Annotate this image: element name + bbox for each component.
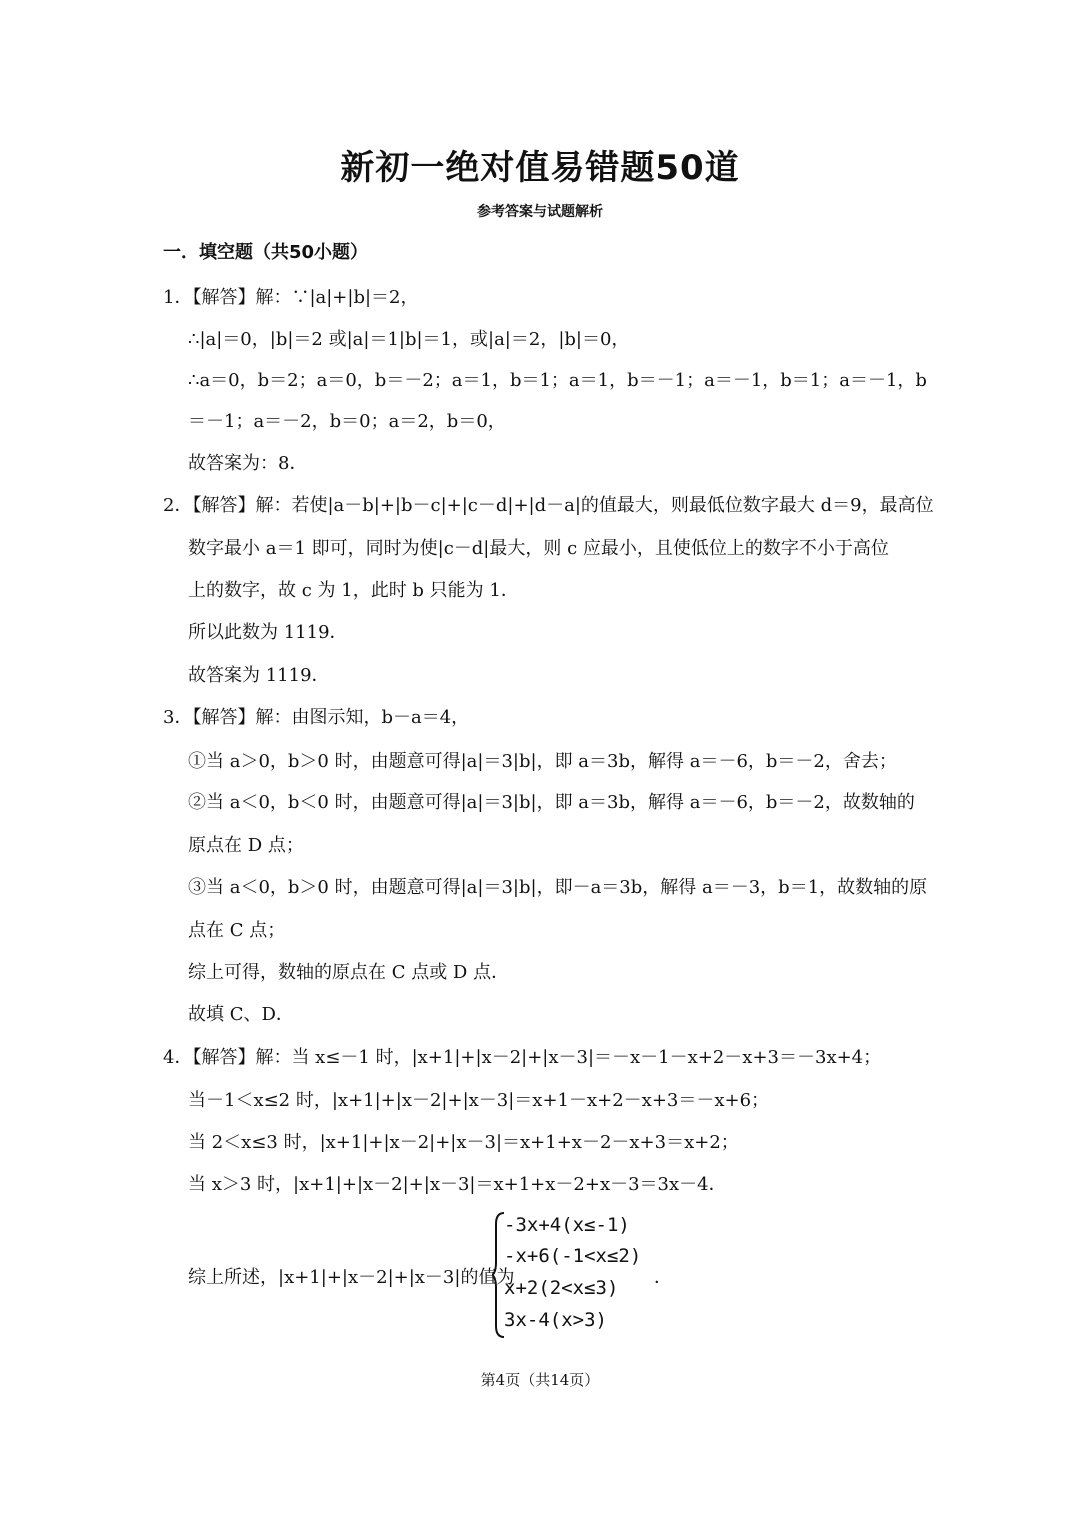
piecewise-function <box>492 1210 662 1340</box>
document-subtitle: 参考答案与试题解析 <box>477 204 603 220</box>
piecewise-case: -x+6(-1<x≤2) <box>504 1245 642 1267</box>
document-title: 新初一绝对值易错题50道 <box>340 148 740 188</box>
solution-3-line: ②当 a＜0，b＜0 时，由题意可得|a|＝3|b|，即 a＝3b，解得 a＝－6，b＝－2，故数轴的 <box>188 792 915 813</box>
solution-3-line: ①当 a＞0，b＞0 时，由题意可得|a|＝3|b|，即 a＝3b，解得 a＝－6，b＝－2，舍去； <box>188 751 897 772</box>
page-footer: 第4页（共14页） <box>480 1371 600 1389</box>
solution-1-line: ＝－1；a＝－2，b＝0；a＝2，b＝0， <box>188 411 506 432</box>
solution-4-line: 当－1＜x≤2 时，|x+1|+|x－2|+|x－3|＝x+1－x+2－x+3＝－x+6； <box>188 1090 770 1111</box>
piecewise-case: -3x+4(x≤-1) <box>504 1214 630 1236</box>
solution-3-line: 故填 C、D． <box>188 1004 294 1025</box>
solution-2-line: 2．【解答】解：若使|a－b|+|b－c|+|c－d|+|d－a|的值最大，则最低位数字最大 d＝9，最高位 <box>163 495 934 516</box>
solution-4-line: 4．【解答】解：当 x≤－1 时，|x+1|+|x－2|+|x－3|＝－x－1－x+2－x+3＝－3x+4； <box>163 1047 882 1068</box>
piecewise-case: 3x-4(x>3) <box>504 1309 607 1331</box>
solution-2-line: 数字最小 a＝1 即可，同时为使|c－d|最大，则 c 应最小，且使低位上的数字不小于高位 <box>188 538 889 559</box>
solution-2-line: 所以此数为 1119． <box>188 622 348 643</box>
solution-1-line: ∴|a|＝0，|b|＝2 或|a|＝1|b|＝1，或|a|＝2，|b|＝0， <box>188 329 630 350</box>
solution-3-line: ③当 a＜0，b＞0 时，由题意可得|a|＝3|b|，即－a＝3b，解得 a＝－3，b＝1，故数轴的原 <box>188 877 928 898</box>
summary-period: ． <box>654 1267 672 1288</box>
solution-1-line: 1．【解答】解：∵|a|+|b|＝2， <box>163 287 419 308</box>
solution-1-line: 故答案为：8． <box>188 453 308 474</box>
solution-2-line: 上的数字，故 c 为 1，此时 b 只能为 1． <box>188 580 519 601</box>
solution-1-line: ∴a＝0，b＝2；a＝0，b＝－2；a＝1，b＝1；a＝1，b＝－1；a＝－1，b＝1；a＝－1，b <box>188 370 927 391</box>
solution-4-line: 当 x＞3 时，|x+1|+|x－2|+|x－3|＝x+1+x－2+x－3＝3x－4． <box>188 1174 727 1195</box>
solution-3-line: 综上可得，数轴的原点在 C 点或 D 点． <box>188 962 510 983</box>
piecewise-case: x+2(2<x≤3) <box>504 1277 619 1299</box>
section-heading: 一．填空题（共50小题） <box>163 242 369 263</box>
solution-3-line: 点在 C 点； <box>188 920 286 941</box>
solution-3-line: 3．【解答】解：由图示知，b－a＝4， <box>163 707 470 728</box>
solution-2-line: 故答案为 1119． <box>188 665 330 686</box>
solution-3-line: 原点在 D 点； <box>188 835 304 856</box>
solution-4-summary: 综上所述，|x+1|+|x－2|+|x－3|的值为 <box>188 1267 515 1288</box>
solution-4-line: 当 2＜x≤3 时，|x+1|+|x－2|+|x－3|＝x+1+x－2－x+3＝x+2； <box>188 1132 739 1153</box>
